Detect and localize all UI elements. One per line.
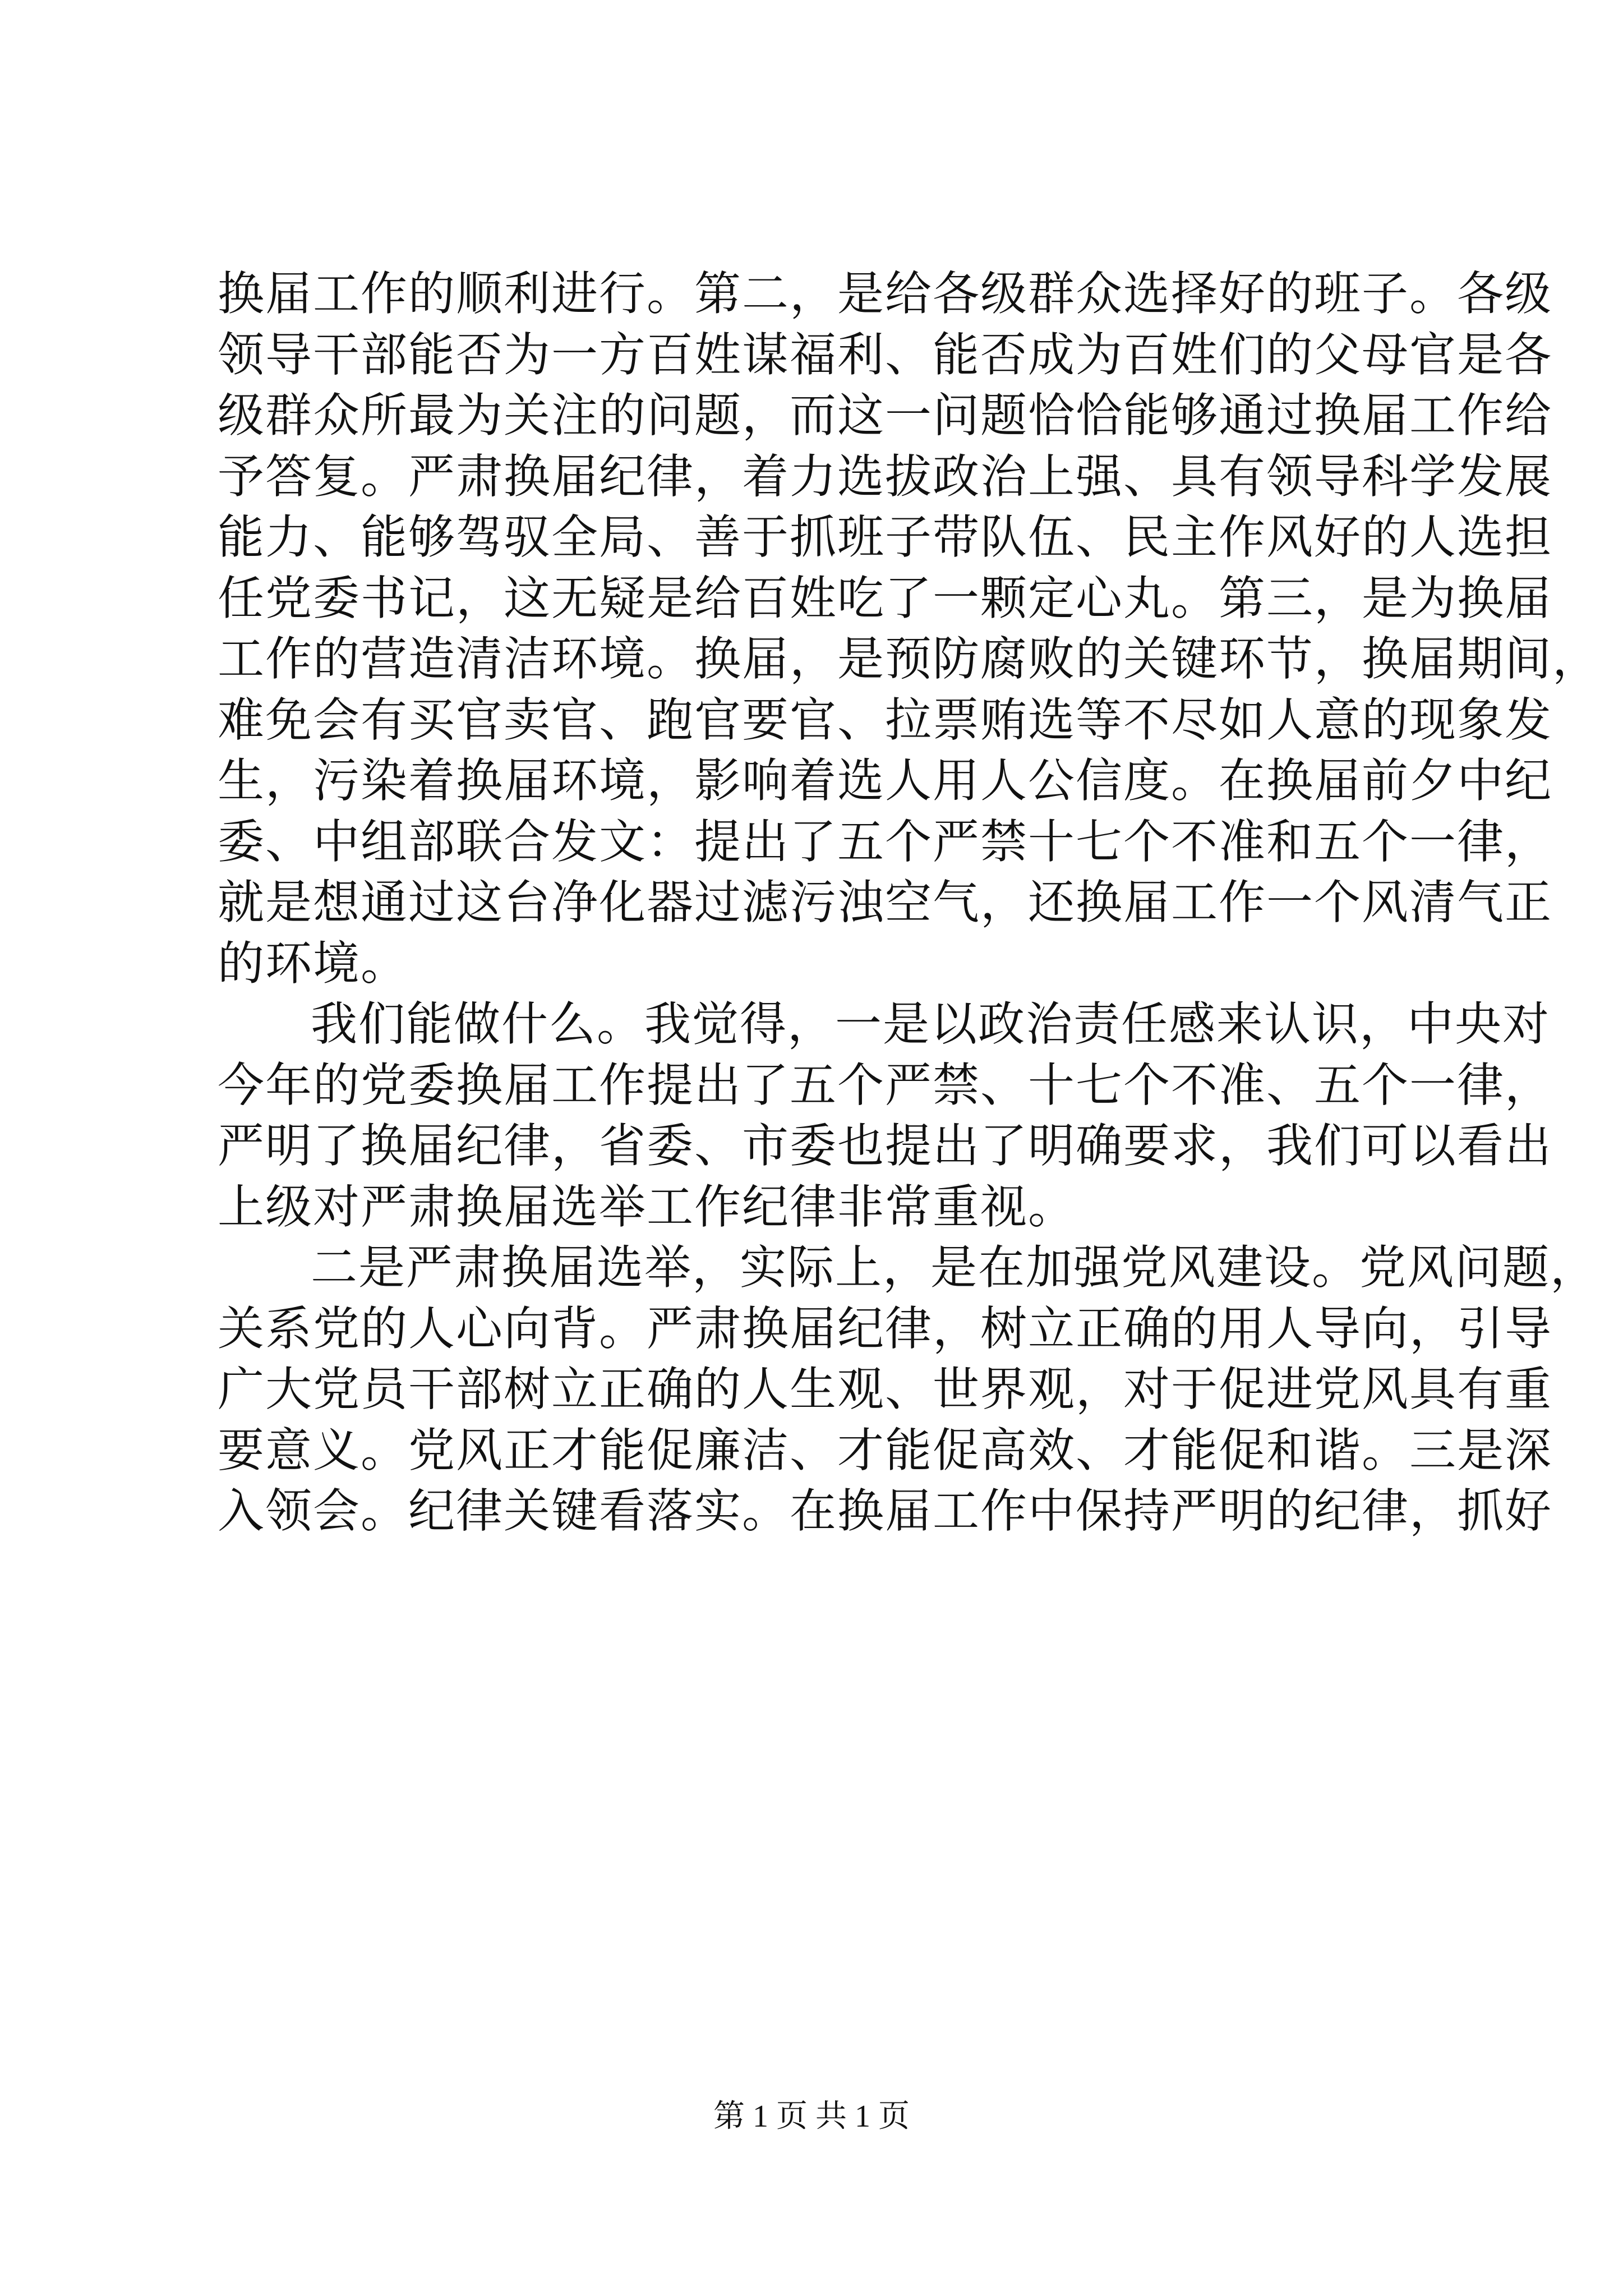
document-body [218, 264, 1600, 1542]
text-line: 我们能做什么。我觉得，一是以政治责任感来认识，中央对 [311, 997, 1550, 1051]
text-line: 难免会有买官卖官、跑官要官、拉票贿选等不尽如人意的现象发 [218, 692, 1552, 747]
text-line: 领导干部能否为一方百姓谋福利、能否成为百姓们的父母官是各 [218, 327, 1552, 382]
paragraph-continuation [218, 264, 1600, 994]
paragraph-what-can-we-do [218, 994, 1552, 1237]
text-line: 委、中组部联合发文：提出了五个严禁十七个不准和五个一律， [218, 814, 1552, 869]
text-line: 上级对严肃换届选举工作纪律非常重视。 [218, 1179, 1076, 1234]
text-line: 生，污染着换届环境，影响着选人用人公信度。在换届前夕中纪 [218, 753, 1552, 808]
text-line: 要意义。党风正才能促廉洁、才能促高效、才能促和谐。三是深 [218, 1423, 1552, 1478]
text-line: 严明了换届纪律，省委、市委也提出了明确要求，我们可以看出 [218, 1119, 1552, 1173]
text-line: 换届工作的顺利进行。第二，是给各级群众选择好的班子。各级 [218, 266, 1552, 321]
text-line: 关系党的人心向背。严肃换届纪律，树立正确的用人导向，引导 [218, 1301, 1552, 1356]
text-line: 能力、能够驾驭全局、善于抓班子带队伍、民主作风好的人选担 [218, 510, 1552, 564]
paragraph-party-style [218, 1237, 1598, 1542]
text-line: 工作的营造清洁环境。换届，是预防腐败的关键环节，换届期间， [218, 632, 1600, 686]
text-line: 级群众所最为关注的问题，而这一问题恰恰能够通过换届工作给 [218, 388, 1552, 443]
text-line: 任党委书记，这无疑是给百姓吃了一颗定心丸。第三，是为换届 [218, 570, 1552, 625]
text-line: 就是想通过这台净化器过滤污浊空气，还换届工作一个风清气正 [218, 875, 1552, 930]
text-line: 二是严肃换届选举，实际上，是在加强党风建设。党风问题， [311, 1240, 1598, 1295]
text-line: 广大党员干部树立正确的人生观、世界观，对于促进党风具有重 [218, 1362, 1552, 1416]
text-line: 入领会。纪律关键看落实。在换届工作中保持严明的纪律，抓好 [218, 1484, 1552, 1538]
text-line: 的环境。 [218, 936, 408, 991]
page-number-indicator: 第 1 页 共 1 页 [713, 2099, 910, 2134]
page-footer [0, 2097, 1623, 2136]
text-line: 予答复。严肃换届纪律，着力选拔政治上强、具有领导科学发展 [218, 449, 1552, 504]
text-line: 今年的党委换届工作提出了五个严禁、十七个不准、五个一律， [218, 1057, 1552, 1112]
